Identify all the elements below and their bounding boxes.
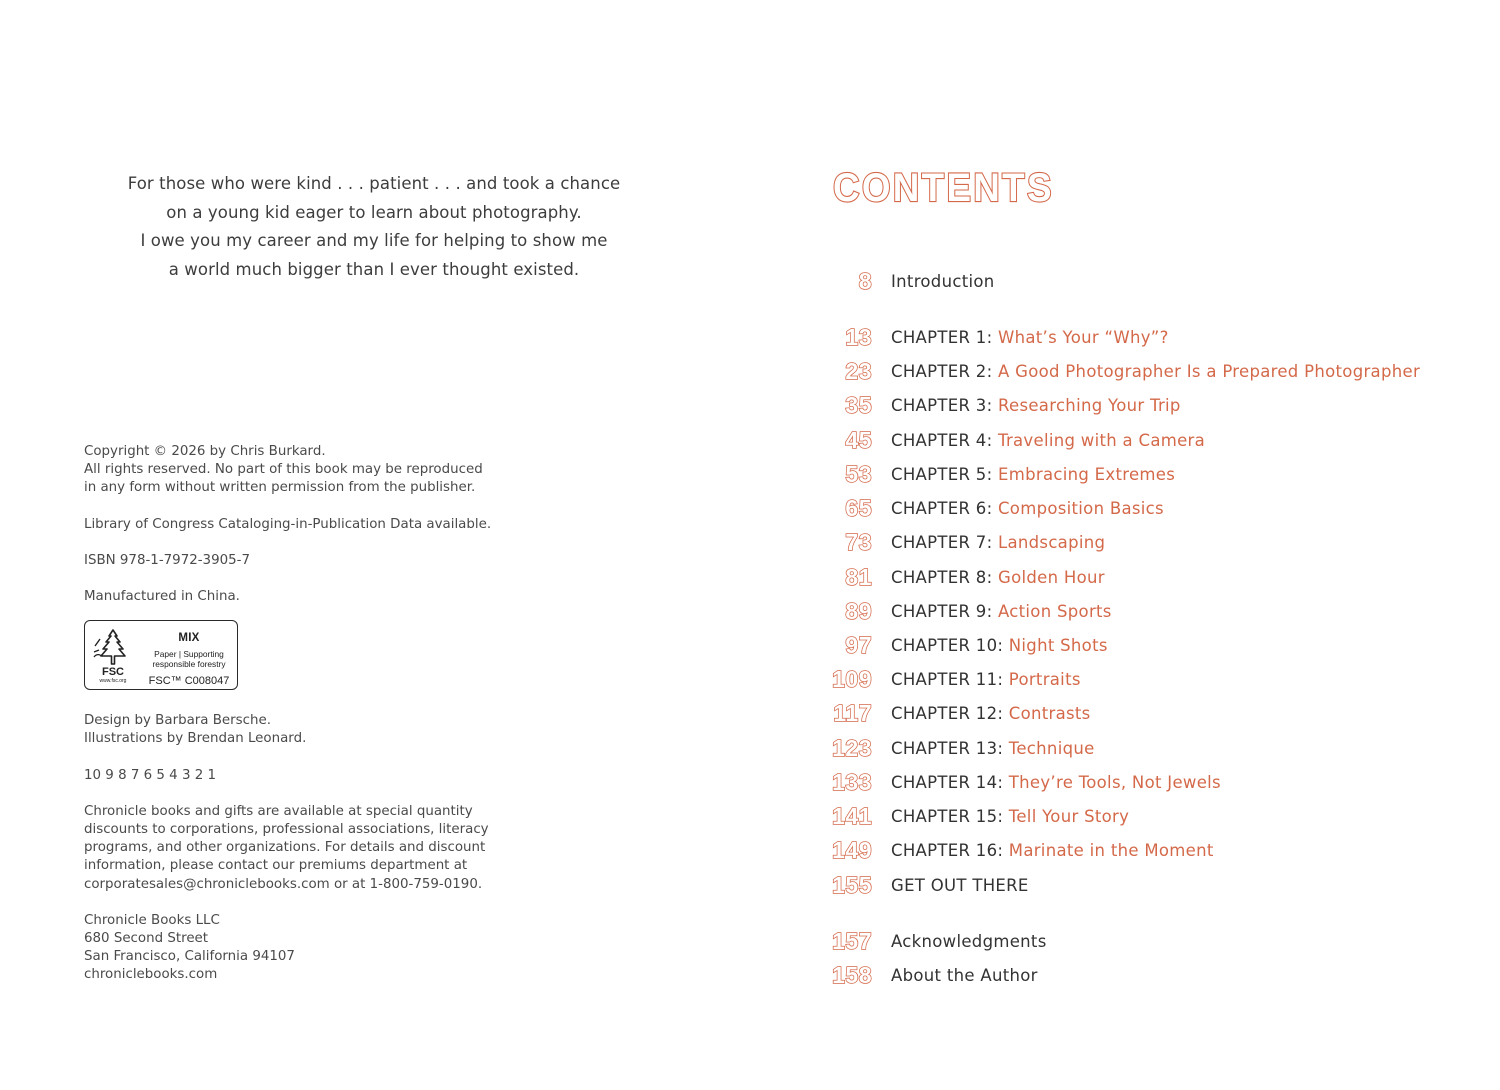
publisher-line: chroniclebooks.com: [84, 967, 218, 983]
toc-page-number: 123: [832, 735, 872, 761]
toc-title: Traveling with a Camera: [997, 431, 1206, 450]
sales-line: corporatesales@chroniclebooks.com or at 1-800-759-0190.: [84, 876, 483, 892]
dedication-line: I owe you my career and my life for helping to show me: [140, 231, 608, 250]
credits: [84, 712, 554, 748]
toc-title: Embracing Extremes: [997, 465, 1176, 484]
credit-line: Design by Barbara Bersche.: [84, 713, 271, 729]
toc-entry-chapter-10: [820, 632, 1480, 662]
toc-page-number: 157: [832, 928, 872, 954]
toc-title: What’s Your “Why”?: [997, 328, 1169, 347]
toc-entry-get-out-there: [820, 872, 1480, 902]
toc-page-number: 141: [832, 803, 872, 829]
toc-entry-chapter-6: [820, 495, 1480, 525]
toc-entry-chapter-5: [820, 461, 1480, 491]
fsc-url-text: www.fsc.org: [99, 678, 127, 685]
toc-page-number: 133: [832, 769, 872, 795]
toc-label: Introduction: [891, 272, 995, 291]
toc-entry-chapter-15: [820, 803, 1480, 833]
toc-label: CHAPTER 15:: [891, 807, 1009, 826]
toc-page-number: 23: [845, 358, 872, 384]
publisher-line: 680 Second Street: [84, 931, 209, 947]
fsc-tree-icon: [91, 626, 135, 684]
sales-line: Chronicle books and gifts are available at special quantity: [84, 803, 473, 819]
toc-title: Researching Your Trip: [997, 396, 1181, 415]
toc-title: Composition Basics: [997, 499, 1164, 518]
toc-label: CHAPTER 2:: [891, 362, 998, 381]
publisher-line: San Francisco, California 94107: [84, 949, 295, 965]
toc-label: CHAPTER 7:: [891, 533, 998, 552]
toc-title: Tell Your Story: [1008, 807, 1130, 826]
toc-label: CHAPTER 12:: [891, 704, 1009, 723]
toc-title: Contrasts: [1008, 704, 1091, 723]
fsc-line2: responsible forestry: [152, 659, 226, 670]
dedication-line: on a young kid eager to learn about photography.: [166, 202, 582, 222]
toc-label: CHAPTER 1:: [891, 328, 998, 347]
toc-entry-chapter-12: [820, 700, 1480, 730]
printing-line: 10 9 8 7 6 5 4 3 2 1: [84, 767, 217, 783]
toc-page-number: 97: [845, 632, 872, 658]
toc-label: CHAPTER 14:: [891, 773, 1009, 792]
toc-page-number: 117: [833, 700, 872, 726]
toc-entry-chapter-1: [820, 324, 1480, 354]
toc-title: Technique: [1008, 739, 1095, 758]
fsc-mix: MIX: [178, 632, 200, 645]
toc-entry-chapter-7: [820, 529, 1480, 559]
fsc-logo: [84, 620, 238, 690]
toc-page-number: 8: [858, 268, 872, 294]
fsc-brand-text: FSC: [102, 666, 124, 679]
copyright-line: Copyright © 2026 by Chris Burkard.: [84, 444, 326, 459]
toc-label: About the Author: [891, 966, 1038, 985]
toc-label: CHAPTER 8:: [891, 568, 998, 587]
toc-label: CHAPTER 13:: [891, 739, 1009, 758]
copyright-line: All rights reserved. No part of this book may be reproduced: [84, 462, 483, 478]
toc-title: Portraits: [1008, 670, 1081, 689]
sales-info: [84, 803, 554, 894]
toc-label: GET OUT THERE: [891, 876, 1029, 895]
toc-label: CHAPTER 3:: [891, 396, 998, 415]
toc-entry-about-the-author: [820, 962, 1480, 992]
toc-page-number: 73: [845, 529, 872, 555]
toc-label: CHAPTER 9:: [891, 602, 998, 621]
toc-entry-chapter-13: [820, 735, 1480, 765]
toc-title: Action Sports: [997, 602, 1112, 621]
copyright-block: [84, 443, 554, 985]
contents-title: CONTENTS: [833, 166, 1054, 210]
toc-label: CHAPTER 5:: [891, 465, 998, 484]
toc-entry-chapter-14: [820, 769, 1480, 799]
toc-label: CHAPTER 16:: [891, 841, 1009, 860]
toc-entry-chapter-4: [820, 427, 1480, 457]
toc-title: Golden Hour: [997, 568, 1105, 587]
sales-line: discounts to corporations, professional associations, literacy: [84, 822, 489, 838]
toc-label: Acknowledgments: [891, 932, 1047, 951]
toc-entry-chapter-16: [820, 837, 1480, 867]
toc-page-number: 81: [845, 564, 872, 590]
fsc-code: FSC™ C008047: [148, 675, 230, 688]
toc-page-number: 13: [845, 324, 872, 350]
toc-entry-chapter-9: [820, 598, 1480, 628]
toc-title: A Good Photographer Is a Prepared Photographer: [997, 362, 1421, 381]
toc-entry-chapter-2: [820, 358, 1480, 388]
publisher-line: Chronicle Books LLC: [84, 912, 220, 928]
toc-page-number: 109: [832, 666, 872, 692]
toc-title: Landscaping: [997, 533, 1106, 552]
dedication-line: a world much bigger than I ever thought existed.: [168, 259, 580, 279]
toc-entry-chapter-11: [820, 666, 1480, 696]
dedication: [90, 170, 658, 284]
toc-entry-acknowledgments: [820, 928, 1480, 958]
credit-line: Illustrations by Brendan Leonard.: [84, 731, 307, 747]
sales-line: programs, and other organizations. For details and discount: [84, 840, 486, 856]
toc-title: Marinate in the Moment: [1008, 841, 1214, 860]
publisher-address: [84, 912, 554, 985]
toc-label: CHAPTER 10:: [891, 636, 1009, 655]
toc-label: CHAPTER 4:: [891, 431, 998, 450]
toc-entry-introduction: [820, 268, 1480, 298]
manufactured-line: Manufactured in China.: [84, 589, 240, 605]
fsc-label: [143, 629, 235, 690]
toc-page-number: 65: [845, 495, 872, 521]
sales-line: information, please contact our premiums department at: [84, 858, 468, 874]
copyright-notice: [84, 443, 554, 498]
toc-page-number: 89: [845, 598, 872, 624]
toc-label: CHAPTER 6:: [891, 499, 998, 518]
toc-entry-chapter-8: [820, 564, 1480, 594]
isbn: ISBN 978-1-7972-3905-7: [84, 552, 250, 568]
toc-page-number: 149: [832, 837, 872, 863]
toc-page-number: 155: [832, 872, 872, 898]
toc-page-number: 45: [845, 427, 872, 453]
toc-label: CHAPTER 11:: [891, 670, 1009, 689]
cip-line: Library of Congress Cataloging-in-Publication Data available.: [84, 516, 492, 532]
toc-entry-chapter-3: [820, 392, 1480, 422]
toc-title: They’re Tools, Not Jewels: [1008, 773, 1221, 792]
toc-page-number: 158: [832, 962, 872, 988]
toc-title: Night Shots: [1008, 636, 1108, 655]
copyright-line: in any form without written permission from the publisher.: [84, 480, 476, 496]
toc-page-number: 35: [845, 392, 872, 418]
fsc-line1: Paper | Supporting: [154, 649, 224, 660]
dedication-line: For those who were kind . . . patient . . . and took a chance: [127, 174, 621, 193]
toc-page-number: 53: [845, 461, 872, 487]
